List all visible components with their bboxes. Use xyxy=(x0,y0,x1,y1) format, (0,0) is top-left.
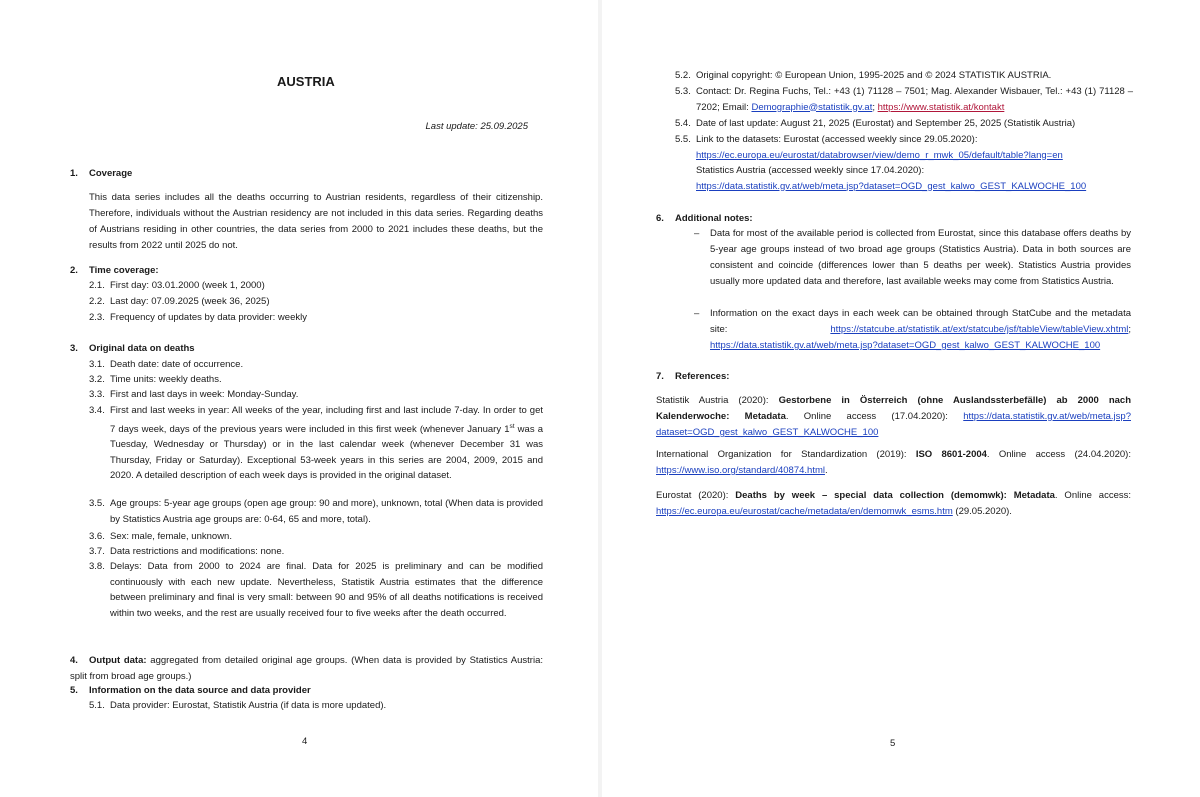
list-item: 3.5. Age groups: 5-year age groups (open age group: 90 and more), unknown, total (When data is provided by Statistics Austria age groups are: 0-64, 65 and more, total). xyxy=(89,498,543,525)
list-item: 3.7. Data restrictions and modifications: none. xyxy=(89,546,285,557)
list-item: 3.3. First and last days in week: Monday-Sunday. xyxy=(89,389,299,400)
section-data-source-heading: 5. Information on the data source and data provider xyxy=(70,685,311,696)
list-item: – Information on the exact days in each week can be obtained through StatCube and the metadata site: https://statcube.at/statistik.at/ext/statcube/jsf/tableView/tableView.xhtml; https://data.statistik.gv.at/web/meta.jsp?dataset=OGD_gest_kalwo_GEST_KALWOCHE_100 xyxy=(694,308,1131,351)
coverage-text: This data series includes all the deaths occurring to Austrian residents, regardless of their citizenship. Therefore, individuals without the Austrian residency are not included in this data series. Regarding deaths of Austrians residing in other countries, the data series from 2000 to 2021 includes these deaths, but the results from 2022 until 2025 do not. xyxy=(89,192,543,251)
section-coverage-heading: 1. Coverage xyxy=(70,168,133,179)
reference-link[interactable]: https://data.statistik.gv.at/web/meta.jsp?dataset=OGD_gest_kalwo_GEST_KALWOCHE_100 xyxy=(656,411,1131,438)
page-number: 5 xyxy=(890,738,896,749)
page-number: 4 xyxy=(302,736,308,747)
section-output-data: 4. Output data: aggregated from detailed original age groups. (When data is provided by Statistics Austria: split from broad age groups.) xyxy=(70,655,544,682)
email-link[interactable]: Demographie@statistik.gv.at xyxy=(751,101,873,113)
contact-link[interactable]: https://www.statistik.at/kontakt xyxy=(877,101,1005,113)
page-title: AUSTRIA xyxy=(277,74,335,89)
list-item: 5.3. Contact: Dr. Regina Fuchs, Tel.: +43 (1) 71128 – 7501; Mag. Alexander Wisbauer, Tel.: +43 (1) 71128 – 7202; Email: Demographie@statistik.gv.at; https://www.statistik.at/kontakt xyxy=(675,86,1133,113)
reference-statistik-austria: Statistik Austria (2020): Gestorbene in Österreich (ohne Auslandssterbefälle) ab 2000 nach Kalenderwoche: Metadata. Online access (17.04.2020): https://data.statistik.gv.at/web/meta.jsp?dataset=OGD_gest_kalwo_GEST_KALWOCHE_100 xyxy=(656,395,1132,438)
list-item: 5.1. Data provider: Eurostat, Statistik Austria (if data is more updated). xyxy=(89,700,387,711)
left-page xyxy=(0,0,598,797)
list-item: – Data for most of the available period is collected from Eurostat, since this database offers deaths by 5-year age groups instead of two broad age groups (Statistics Austria). Data in both sources are consistent and coincide (differences lower than 5 deaths per week). Statistics Austria provides usually more updated data and therefore, last available weeks may come from Statistics Austria. xyxy=(694,228,1131,287)
section-references-heading: 7. References: xyxy=(656,371,730,382)
statistik-dataset-link[interactable]: https://data.statistik.gv.at/web/meta.jsp?dataset=OGD_gest_kalwo_GEST_KALWOCHE_100 xyxy=(696,180,1087,192)
reference-link[interactable]: https://www.iso.org/standard/40874.html xyxy=(656,465,825,476)
last-update: Last update: 25.09.2025 xyxy=(425,121,528,132)
section-additional-notes-heading: 6. Additional notes: xyxy=(656,213,753,224)
metadata-link[interactable]: https://data.statistik.gv.at/web/meta.jsp?dataset=OGD_gest_kalwo_GEST_KALWOCHE_100 xyxy=(710,340,1101,351)
list-item: 3.2. Time units: weekly deaths. xyxy=(89,374,222,385)
list-item: 3.6. Sex: male, female, unknown. xyxy=(89,531,232,542)
section-original-data-heading: 3. Original data on deaths xyxy=(70,343,195,354)
list-item: 2.3. Frequency of updates by data provider: weekly xyxy=(89,312,307,323)
list-item: 3.4. First and last weeks in year: All weeks of the year, including first and last include 7-day. In order to get 7 days week, days of the previous years were included in this first week (whenever January 1st was a Tuesday, Wednesday or Thursday) or in the last calendar week (whenever December 31 was Thursday, Friday or Saturday). Exceptional 53-week years in this series are 2004, 2009, 2015 and 2020. A detailed description of each week days is provided in the original dataset. xyxy=(89,405,543,482)
statcube-link[interactable]: https://statcube.at/statistik.at/ext/statcube/jsf/tableView/tableView.xhtml xyxy=(830,324,1129,335)
list-item: 5.4. Date of last update: August 21, 2025 (Eurostat) and September 25, 2025 (Statistik Austria) xyxy=(675,118,1076,129)
list-item: 3.8. Delays: Data from 2000 to 2024 are final. Data for 2025 is preliminary and can be modified continuously with each new update. Nevertheless, Statistik Austria estimates that the difference between preliminary and final is very small: between 90 and 95% of all deaths notifications is received within two weeks, and the rest are usually received four to five weeks after the death occurred. xyxy=(89,561,543,619)
list-item: 5.5. Link to the datasets: Eurostat (accessed weekly since 29.05.2020): https://ec.europa.eu/eurostat/databrowser/view/demo_r_mwk_05/default/table?lang=en Statistics Austria (accessed weekly since 17.04.2020): https://data.statistik.gv.at/web/meta.jsp?dataset=OGD_gest_kalwo_GEST_KALWOCHE_100 xyxy=(675,134,1087,192)
list-item: 3.1. Death date: date of occurrence. xyxy=(89,359,244,370)
list-item: 2.1. First day: 03.01.2000 (week 1, 2000) xyxy=(89,280,265,291)
eurostat-dataset-link[interactable]: https://ec.europa.eu/eurostat/databrowser/view/demo_r_mwk_05/default/table?lang=en xyxy=(696,149,1063,161)
right-page xyxy=(602,0,1200,797)
reference-iso: International Organization for Standardization (2019): ISO 8601-2004. Online access (24.04.2020): https://www.iso.org/standard/40874.html. xyxy=(656,449,1131,476)
section-time-coverage-heading: 2. Time coverage: xyxy=(70,265,159,276)
reference-eurostat: Eurostat (2020): Deaths by week – special data collection (demomwk): Metadata. Online access: https://ec.europa.eu/eurostat/cache/metadata/en/demomwk_esms.htm (29.05.2020). xyxy=(656,490,1131,517)
list-item: 2.2. Last day: 07.09.2025 (week 36, 2025) xyxy=(89,296,270,307)
list-item: 5.2. Original copyright: © European Union, 1995-2025 and © 2024 STATISTIK AUSTRIA. xyxy=(675,70,1052,81)
reference-link[interactable]: https://ec.europa.eu/eurostat/cache/metadata/en/demomwk_esms.htm xyxy=(656,506,953,517)
